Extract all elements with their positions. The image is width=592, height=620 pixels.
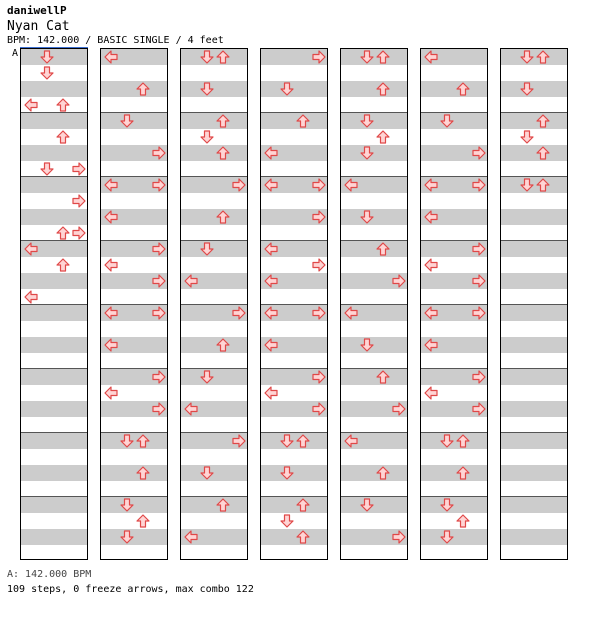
- step-arrow-right-icon: [312, 50, 326, 64]
- beat-band: [501, 465, 567, 481]
- measure-line: [181, 496, 247, 497]
- song-title: Nyan Cat: [7, 19, 70, 34]
- step-arrow-right-icon: [152, 306, 166, 320]
- measure-line: [421, 176, 487, 177]
- step-arrow-left-icon: [424, 386, 438, 400]
- beat-band: [181, 49, 247, 65]
- step-arrow-up-icon: [56, 130, 70, 144]
- step-arrow-right-icon: [152, 274, 166, 288]
- beat-band: [21, 497, 87, 513]
- step-arrow-up-icon: [456, 466, 470, 480]
- step-arrow-down-icon: [440, 498, 454, 512]
- beat-band: [181, 145, 247, 161]
- step-arrow-down-icon: [120, 114, 134, 128]
- beat-band: [181, 337, 247, 353]
- step-arrow-up-icon: [136, 434, 150, 448]
- beat-band: [341, 145, 407, 161]
- beat-band: [101, 433, 167, 449]
- step-arrow-up-icon: [536, 50, 550, 64]
- chart-info: BPM: 142.000 / BASIC SINGLE / 4 feet: [7, 35, 224, 46]
- beat-band: [341, 369, 407, 385]
- measure-line: [101, 432, 167, 433]
- step-arrow-left-icon: [424, 258, 438, 272]
- beat-band: [181, 209, 247, 225]
- step-arrow-right-icon: [232, 434, 246, 448]
- step-arrow-down-icon: [440, 434, 454, 448]
- measure-line: [501, 432, 567, 433]
- step-arrow-left-icon: [184, 402, 198, 416]
- beat-band: [421, 433, 487, 449]
- step-arrow-up-icon: [456, 82, 470, 96]
- step-arrow-down-icon: [40, 66, 54, 80]
- step-arrow-down-icon: [280, 434, 294, 448]
- beat-band: [501, 241, 567, 257]
- step-arrow-up-icon: [376, 466, 390, 480]
- step-arrow-left-icon: [344, 178, 358, 192]
- step-arrow-down-icon: [120, 434, 134, 448]
- beat-band: [501, 401, 567, 417]
- step-arrow-left-icon: [264, 274, 278, 288]
- chart-column: [340, 48, 408, 560]
- measure-line: [101, 368, 167, 369]
- step-arrow-down-icon: [200, 370, 214, 384]
- step-arrow-up-icon: [296, 114, 310, 128]
- measure-line: [501, 304, 567, 305]
- measure-line: [261, 432, 327, 433]
- step-arrow-right-icon: [312, 178, 326, 192]
- step-arrow-up-icon: [56, 226, 70, 240]
- measure-line: [421, 112, 487, 113]
- step-arrow-left-icon: [184, 530, 198, 544]
- step-arrow-left-icon: [424, 178, 438, 192]
- measure-line: [341, 112, 407, 113]
- measure-line: [421, 240, 487, 241]
- step-arrow-left-icon: [104, 306, 118, 320]
- measure-line: [341, 176, 407, 177]
- beat-band: [501, 273, 567, 289]
- beat-band: [421, 81, 487, 97]
- beat-band: [421, 529, 487, 545]
- beat-band: [501, 49, 567, 65]
- measure-line: [501, 368, 567, 369]
- beat-band: [341, 49, 407, 65]
- step-arrow-left-icon: [104, 338, 118, 352]
- beat-band: [21, 529, 87, 545]
- step-arrow-right-icon: [152, 402, 166, 416]
- measure-line: [341, 240, 407, 241]
- step-arrow-right-icon: [472, 306, 486, 320]
- measure-line: [261, 240, 327, 241]
- beat-band: [341, 497, 407, 513]
- step-arrow-up-icon: [296, 434, 310, 448]
- beat-band: [21, 113, 87, 129]
- measure-line: [261, 176, 327, 177]
- beat-band: [101, 81, 167, 97]
- step-arrow-left-icon: [424, 50, 438, 64]
- measure-line: [101, 496, 167, 497]
- step-arrow-down-icon: [440, 530, 454, 544]
- beat-band: [21, 369, 87, 385]
- measure-line: [341, 368, 407, 369]
- beat-band: [261, 529, 327, 545]
- beat-band: [341, 241, 407, 257]
- measure-line: [181, 112, 247, 113]
- step-arrow-right-icon: [312, 306, 326, 320]
- step-arrow-down-icon: [200, 50, 214, 64]
- beat-band: [501, 145, 567, 161]
- step-arrow-right-icon: [152, 242, 166, 256]
- beat-band: [261, 465, 327, 481]
- beat-band: [341, 465, 407, 481]
- artist-name: daniwellP: [7, 4, 67, 17]
- step-arrow-up-icon: [216, 210, 230, 224]
- beat-band: [21, 177, 87, 193]
- step-arrow-up-icon: [296, 498, 310, 512]
- bpm-legend: A: 142.000 BPM: [7, 569, 92, 580]
- step-arrow-left-icon: [184, 274, 198, 288]
- measure-line: [21, 496, 87, 497]
- step-arrow-left-icon: [24, 290, 38, 304]
- measure-line: [101, 112, 167, 113]
- step-arrow-right-icon: [472, 274, 486, 288]
- step-arrow-down-icon: [120, 498, 134, 512]
- step-arrow-down-icon: [360, 50, 374, 64]
- chart-column: [260, 48, 328, 560]
- beat-band: [101, 465, 167, 481]
- measure-line: [101, 176, 167, 177]
- step-arrow-right-icon: [312, 210, 326, 224]
- measure-line: [21, 432, 87, 433]
- step-arrow-left-icon: [24, 98, 38, 112]
- step-arrow-up-icon: [376, 82, 390, 96]
- step-arrow-down-icon: [520, 82, 534, 96]
- beat-band: [181, 241, 247, 257]
- step-arrow-down-icon: [360, 114, 374, 128]
- step-arrow-down-icon: [440, 114, 454, 128]
- step-arrow-right-icon: [72, 162, 86, 176]
- beat-band: [261, 433, 327, 449]
- step-arrow-down-icon: [360, 498, 374, 512]
- measure-line: [501, 112, 567, 113]
- step-arrow-down-icon: [280, 466, 294, 480]
- step-arrow-right-icon: [232, 306, 246, 320]
- measure-line: [261, 112, 327, 113]
- step-arrow-down-icon: [200, 130, 214, 144]
- beat-band: [21, 273, 87, 289]
- beat-band: [501, 369, 567, 385]
- beat-band: [181, 465, 247, 481]
- beat-band: [101, 113, 167, 129]
- beat-band: [501, 433, 567, 449]
- measure-line: [421, 496, 487, 497]
- step-arrow-left-icon: [24, 242, 38, 256]
- measure-line: [181, 176, 247, 177]
- step-arrow-right-icon: [312, 258, 326, 272]
- measure-line: [181, 368, 247, 369]
- step-arrow-up-icon: [216, 114, 230, 128]
- step-arrow-right-icon: [472, 402, 486, 416]
- step-arrow-right-icon: [232, 178, 246, 192]
- beat-band: [501, 305, 567, 321]
- beat-band: [21, 49, 87, 65]
- step-arrow-up-icon: [456, 434, 470, 448]
- measure-line: [421, 432, 487, 433]
- step-arrow-right-icon: [472, 146, 486, 160]
- step-arrow-down-icon: [360, 146, 374, 160]
- step-arrow-up-icon: [376, 242, 390, 256]
- step-arrow-down-icon: [520, 130, 534, 144]
- step-arrow-left-icon: [424, 338, 438, 352]
- step-arrow-right-icon: [312, 370, 326, 384]
- step-arrow-up-icon: [216, 146, 230, 160]
- step-arrow-down-icon: [520, 178, 534, 192]
- step-arrow-down-icon: [280, 82, 294, 96]
- measure-line: [21, 304, 87, 305]
- step-arrow-up-icon: [296, 530, 310, 544]
- step-arrow-up-icon: [376, 370, 390, 384]
- measure-line: [501, 496, 567, 497]
- beat-band: [261, 497, 327, 513]
- chart-column: [100, 48, 168, 560]
- beat-band: [261, 113, 327, 129]
- step-arrow-left-icon: [264, 242, 278, 256]
- beat-band: [101, 529, 167, 545]
- beat-band: [21, 209, 87, 225]
- measure-line: [21, 176, 87, 177]
- step-arrow-up-icon: [216, 50, 230, 64]
- step-arrow-left-icon: [264, 178, 278, 192]
- beat-band: [501, 209, 567, 225]
- beat-band: [261, 81, 327, 97]
- beat-band: [21, 305, 87, 321]
- beat-band: [501, 113, 567, 129]
- measure-line: [101, 304, 167, 305]
- measure-line: [101, 240, 167, 241]
- step-arrow-up-icon: [136, 82, 150, 96]
- step-stats: 109 steps, 0 freeze arrows, max combo 122: [7, 584, 254, 595]
- beat-band: [421, 465, 487, 481]
- step-arrow-left-icon: [424, 306, 438, 320]
- beat-band: [181, 497, 247, 513]
- step-arrow-down-icon: [200, 82, 214, 96]
- beat-band: [101, 497, 167, 513]
- step-arrow-right-icon: [472, 178, 486, 192]
- measure-line: [341, 432, 407, 433]
- chart-column: [20, 48, 88, 560]
- beat-band: [21, 401, 87, 417]
- beat-band: [21, 465, 87, 481]
- step-arrow-left-icon: [104, 258, 118, 272]
- step-arrow-right-icon: [392, 530, 406, 544]
- step-arrow-down-icon: [120, 530, 134, 544]
- step-arrow-left-icon: [264, 386, 278, 400]
- step-arrow-down-icon: [200, 242, 214, 256]
- beat-band: [501, 177, 567, 193]
- beat-band: [341, 209, 407, 225]
- step-arrow-left-icon: [264, 338, 278, 352]
- step-arrow-up-icon: [536, 114, 550, 128]
- measure-line: [421, 304, 487, 305]
- step-arrow-left-icon: [264, 306, 278, 320]
- step-arrow-left-icon: [104, 210, 118, 224]
- chart-column: [500, 48, 568, 560]
- step-arrow-up-icon: [216, 498, 230, 512]
- beat-band: [421, 497, 487, 513]
- beat-band: [501, 529, 567, 545]
- beat-band: [21, 433, 87, 449]
- step-arrow-right-icon: [392, 402, 406, 416]
- step-arrow-up-icon: [376, 130, 390, 144]
- step-arrow-up-icon: [536, 146, 550, 160]
- step-arrow-down-icon: [280, 514, 294, 528]
- step-arrow-right-icon: [72, 226, 86, 240]
- step-arrow-up-icon: [56, 258, 70, 272]
- step-arrow-down-icon: [200, 466, 214, 480]
- measure-line: [421, 368, 487, 369]
- step-arrow-right-icon: [152, 178, 166, 192]
- step-arrow-right-icon: [72, 194, 86, 208]
- beat-band: [181, 81, 247, 97]
- step-arrow-down-icon: [360, 210, 374, 224]
- beat-band: [501, 81, 567, 97]
- beat-band: [421, 113, 487, 129]
- step-arrow-down-icon: [40, 162, 54, 176]
- step-arrow-right-icon: [152, 370, 166, 384]
- beat-band: [21, 145, 87, 161]
- measure-line: [341, 304, 407, 305]
- beat-band: [341, 81, 407, 97]
- step-arrow-left-icon: [104, 386, 118, 400]
- step-arrow-up-icon: [376, 50, 390, 64]
- measure-line: [21, 112, 87, 113]
- measure-line: [261, 368, 327, 369]
- step-arrow-right-icon: [312, 402, 326, 416]
- measure-line: [21, 240, 87, 241]
- step-arrow-up-icon: [456, 514, 470, 528]
- measure-line: [261, 496, 327, 497]
- measure-line: [181, 240, 247, 241]
- step-arrow-left-icon: [344, 306, 358, 320]
- step-arrow-left-icon: [344, 434, 358, 448]
- beat-band: [181, 369, 247, 385]
- step-arrow-up-icon: [136, 514, 150, 528]
- measure-line: [181, 432, 247, 433]
- measure-line: [21, 368, 87, 369]
- measure-line: [501, 176, 567, 177]
- step-arrow-up-icon: [136, 466, 150, 480]
- step-arrow-up-icon: [536, 178, 550, 192]
- measure-line: [181, 304, 247, 305]
- step-arrow-down-icon: [40, 50, 54, 64]
- measure-line: [341, 496, 407, 497]
- step-arrow-left-icon: [424, 210, 438, 224]
- step-arrow-up-icon: [56, 98, 70, 112]
- step-arrow-right-icon: [472, 242, 486, 256]
- measure-line: [501, 240, 567, 241]
- beat-band: [501, 337, 567, 353]
- beat-band: [181, 113, 247, 129]
- bpm-marker-label: A: [12, 48, 19, 59]
- chart-column: [420, 48, 488, 560]
- step-arrow-up-icon: [216, 338, 230, 352]
- step-arrow-right-icon: [472, 370, 486, 384]
- step-arrow-right-icon: [152, 146, 166, 160]
- step-arrow-down-icon: [520, 50, 534, 64]
- chart-column: [180, 48, 248, 560]
- step-arrow-right-icon: [392, 274, 406, 288]
- step-arrow-left-icon: [104, 178, 118, 192]
- measure-line: [261, 304, 327, 305]
- beat-band: [21, 337, 87, 353]
- step-arrow-left-icon: [264, 146, 278, 160]
- step-arrow-left-icon: [104, 50, 118, 64]
- beat-band: [341, 337, 407, 353]
- beat-band: [341, 113, 407, 129]
- beat-band: [501, 497, 567, 513]
- step-arrow-down-icon: [360, 338, 374, 352]
- beat-band: [21, 81, 87, 97]
